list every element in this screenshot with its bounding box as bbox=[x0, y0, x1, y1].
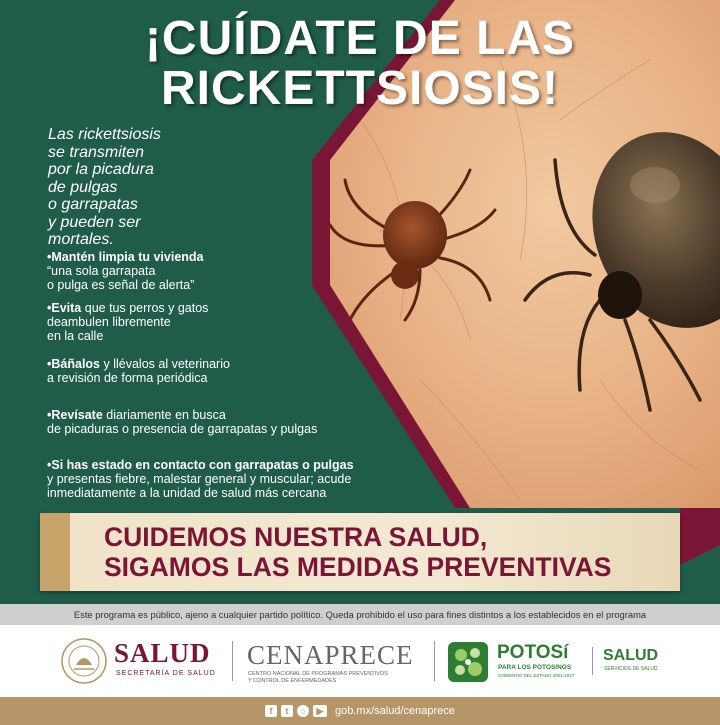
coat-of-arms-icon bbox=[60, 637, 108, 685]
tip-rest: y llévalos al veterinario bbox=[100, 357, 230, 371]
footer-url-link[interactable]: gob.mx/salud/cenaprece bbox=[335, 705, 455, 717]
tip-line: inmediatamente a la unidad de salud más cercana bbox=[47, 486, 327, 500]
disclaimer: Este programa es público, ajeno a cualquier partido político. Queda prohibido el uso para fines distintos a los establecidos en el programa bbox=[0, 604, 720, 625]
logo-divider bbox=[232, 641, 233, 681]
tip-rest: diariamente en busca bbox=[102, 408, 226, 422]
tip-bold: •Si has estado en contacto con garrapatas o pulgas bbox=[47, 458, 354, 472]
tip-check-yourself bbox=[47, 408, 377, 436]
potosi-logo-title: POTOSí bbox=[497, 642, 569, 663]
slogan-banner bbox=[40, 513, 680, 591]
headline-line-1: ¡CUÍDATE DE LAS bbox=[144, 12, 576, 65]
intro-line: mortales. bbox=[48, 231, 114, 248]
youtube-icon[interactable]: ▶ bbox=[313, 705, 327, 717]
tip-bold: •Báñalos bbox=[47, 357, 101, 371]
tip-line: o pulga es señal de alerta” bbox=[47, 278, 195, 292]
headline-line-2: RICKETTSIOSIS! bbox=[160, 62, 560, 115]
servicios-salud-logo-subtitle: SERVICIOS DE SALUD bbox=[604, 666, 658, 672]
headline bbox=[0, 14, 720, 114]
twitter-icon[interactable]: t bbox=[281, 705, 293, 717]
intro-line: y pueden ser bbox=[48, 213, 141, 231]
potosi-logo-subtitle: PARA LOS POTOSINOS bbox=[498, 664, 572, 671]
tip-contact bbox=[47, 458, 377, 500]
cenaprece-logo-subtitle-2: Y CONTROL DE ENFERMEDADES bbox=[248, 678, 337, 684]
cenaprece-logo-subtitle-1: CENTRO NACIONAL DE PROGRAMAS PREVENTIVOS bbox=[248, 671, 388, 677]
intro-line: por la picadura bbox=[48, 161, 154, 178]
potosi-logo-subtitle-2: GOBIERNO DEL ESTADO 2021-2027 bbox=[498, 673, 575, 678]
tip-line: en la calle bbox=[47, 329, 104, 343]
tip-line: a revisión de forma periódica bbox=[47, 371, 208, 385]
intro-line: de pulgas bbox=[48, 178, 118, 196]
tip-clean-home bbox=[47, 250, 377, 292]
tip-bold: •Mantén limpia tu vivienda bbox=[47, 250, 204, 264]
tip-line: deambulen libremente bbox=[47, 315, 171, 329]
intro-line: Las rickettsiosis bbox=[48, 126, 161, 143]
intro-text bbox=[48, 126, 248, 249]
tip-pets bbox=[47, 301, 377, 343]
logo-strip bbox=[0, 625, 720, 697]
tip-bold: •Evita bbox=[47, 301, 82, 315]
banner-line-1: CUIDEMOS NUESTRA SALUD, bbox=[104, 522, 488, 552]
banner-line-2: SIGAMOS LAS MEDIDAS PREVENTIVAS bbox=[104, 552, 612, 582]
tip-bold: •Revísate bbox=[47, 408, 103, 422]
logo-divider bbox=[434, 641, 435, 681]
salud-logo-title: SALUD bbox=[114, 638, 211, 668]
instagram-icon[interactable]: ○ bbox=[297, 705, 309, 717]
potosi-emblem-icon bbox=[445, 639, 491, 685]
logo-divider bbox=[592, 647, 593, 675]
salud-logo-subtitle: SECRETARÍA DE SALUD bbox=[116, 670, 216, 677]
intro-line: se transmiten bbox=[48, 143, 145, 161]
tip-bathe-pets bbox=[47, 357, 377, 385]
tip-line: de picaduras o presencia de garrapatas y pulgas bbox=[47, 422, 318, 436]
tip-line: “una sola garrapata bbox=[47, 264, 156, 278]
cenaprece-logo-title: CENAPRECE bbox=[247, 640, 414, 670]
banner-accent bbox=[40, 513, 70, 591]
servicios-salud-logo-title: SALUD bbox=[603, 647, 659, 664]
intro-line: o garrapatas bbox=[48, 196, 138, 213]
facebook-icon[interactable]: f bbox=[265, 705, 277, 717]
tip-line: y presentas fiebre, malestar general y muscular; acude bbox=[47, 472, 352, 486]
footer-bar bbox=[0, 697, 720, 725]
tip-rest: que tus perros y gatos bbox=[81, 301, 209, 315]
